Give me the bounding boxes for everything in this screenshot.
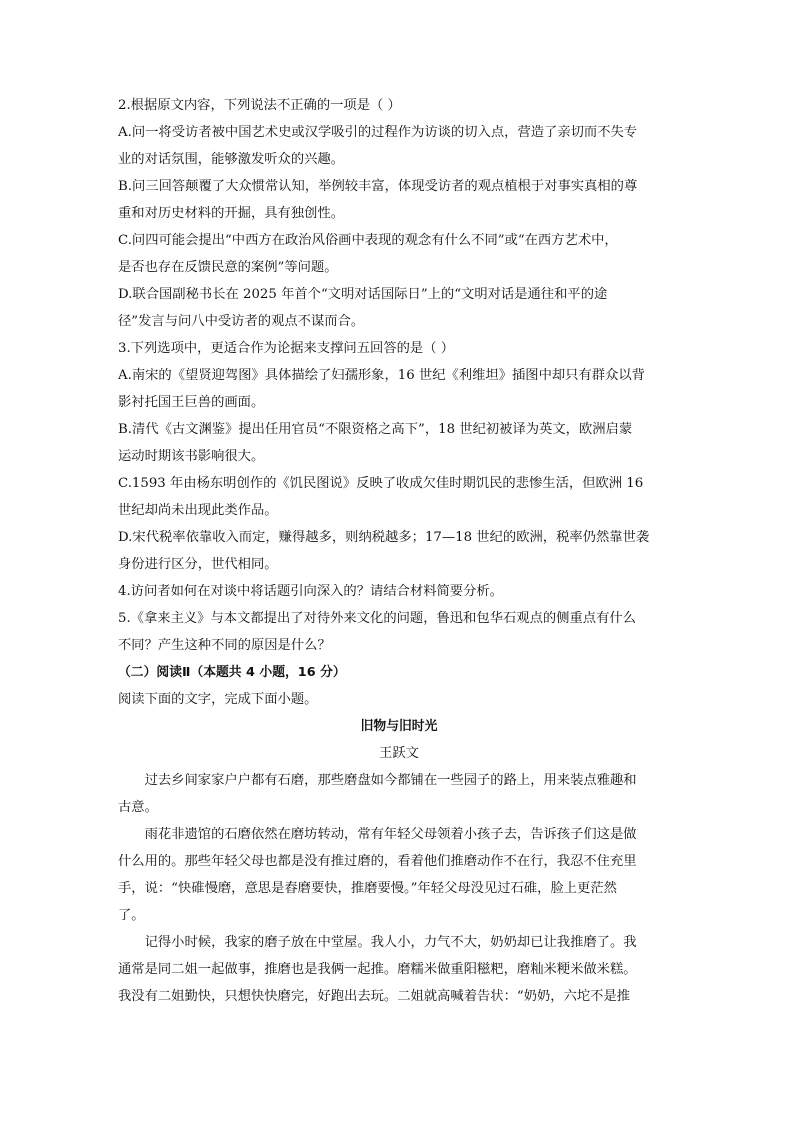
- article-paragraph-1: [118, 767, 680, 821]
- article-paragraph-3: [118, 929, 680, 1010]
- section-heading: （二）阅读Ⅱ（本题共 4 小题，16 分）: [118, 665, 346, 680]
- article-paragraph-2: [118, 821, 680, 929]
- reading-instruction: 阅读下面的文字，完成下面小题。: [118, 692, 318, 707]
- option-d-line-1: D.宋代税率依靠收入而定，赚得越多，则纳税越多；17—18 世纪的欧洲，税率仍然靠世袭: [118, 530, 650, 545]
- option-a-line-2: 影衬托国王巨兽的画面。: [118, 395, 265, 410]
- option-c-line-1: C.问四可能会提出“中西方在政治风俗画中表现的观念有什么不同”或“在西方艺术中，: [118, 233, 618, 248]
- option-c-line-2: 是否也存在反馈民意的案例”等问题。: [118, 260, 338, 275]
- option-b-line-2: 运动时期该书影响很大。: [118, 449, 265, 464]
- option-a-line-1: A.南宋的《望贤迎驾图》具体描绘了妇孺形象，16 世纪《利维坦》插图中却只有群众以背: [118, 368, 645, 383]
- question-3: [118, 335, 680, 578]
- paragraph-line: 了。: [118, 908, 145, 923]
- option-a-line-1: A.问一将受访者被中国艺术史或汉学吸引的过程作为访谈的切入点，营造了亲切而不失专: [118, 125, 638, 140]
- paragraph-line: 我没有二姐勤快，只想快快磨完，好跑出去玩。二姐就高喊着告状：“奶奶，六坨不是推: [118, 989, 631, 1004]
- option-d-line-2: 身份进行区分，世代相同。: [118, 557, 278, 572]
- question-2: [118, 92, 680, 335]
- option-d-line-2: 径”发言与问八中受访者的观点不谋而合。: [118, 314, 365, 329]
- question-5-line-1: 5.《拿来主义》与本文都提出了对待外来文化的问题，鲁迅和包华石观点的侧重点有什么: [118, 611, 636, 626]
- paragraph-line: 记得小时候，我家的磨子放在中堂屋。我人小，力气不大，奶奶却已让我推磨了。我: [144, 935, 637, 950]
- paragraph-line: 通常是同二姐一起做事，推磨也是我俩一起推。磨糯米做重阳糍粑，磨籼米粳米做米糕。: [118, 962, 637, 977]
- question-5: [118, 605, 680, 659]
- option-b-line-1: B.问三回答颠覆了大众惯常认知，举例较丰富，体现受访者的观点植根于对事实真相的尊: [118, 179, 638, 194]
- paragraph-line: 古意。: [118, 800, 158, 815]
- option-b-line-1: B.清代《古文渊鉴》提出任用官员“不限资格之高下”，18 世纪初被译为英文，欧洲启蒙: [118, 422, 633, 437]
- question-stem: 3.下列选项中，更适合作为论据来支撑问五回答的是（ ）: [118, 341, 455, 356]
- article-author: 王跃文: [379, 746, 419, 761]
- paragraph-line: 过去乡间家家户户都有石磨，那些磨盘如今都铺在一些园子的路上，用来装点雅趣和: [144, 773, 637, 788]
- document-content: [118, 92, 680, 1010]
- option-b-line-2: 重和对历史材料的开掘，具有独创性。: [118, 206, 345, 221]
- paragraph-line: 手，说：“快碓慢磨，意思是舂磨要快，推磨要慢。”年轻父母没见过石碓，脸上更茫然: [118, 881, 617, 896]
- option-d-line-1: D.联合国副秘书长在 2025 年首个“文明对话国际日”上的“文明对话是通往和平的途: [118, 287, 608, 302]
- option-a-line-2: 业的对话氛围，能够激发听众的兴趣。: [118, 152, 345, 167]
- option-c-line-1: C.1593 年由杨东明创作的《饥民图说》反映了收成欠佳时期饥民的悲惨生活，但欧洲 16: [118, 476, 644, 491]
- question-stem: 2.根据原文内容，下列说法不正确的一项是（ ）: [118, 98, 401, 113]
- question-4: 4.访问者如何在对谈中将话题引向深入的？请结合材料简要分析。: [118, 584, 503, 599]
- option-c-line-2: 世纪却尚未出现此类作品。: [118, 503, 278, 518]
- paragraph-line: 雨花非遗馆的石磨依然在磨坊转动，常有年轻父母领着小孩子去，告诉孩子们这是做: [144, 827, 637, 842]
- question-5-line-2: 不同？产生这种不同的原因是什么？: [118, 638, 331, 653]
- article-title: 旧物与旧时光: [360, 719, 438, 734]
- paragraph-line: 什么用的。那些年轻父母也都是没有推过磨的，看着他们推磨动作不在行，我忍不住充里: [118, 854, 637, 869]
